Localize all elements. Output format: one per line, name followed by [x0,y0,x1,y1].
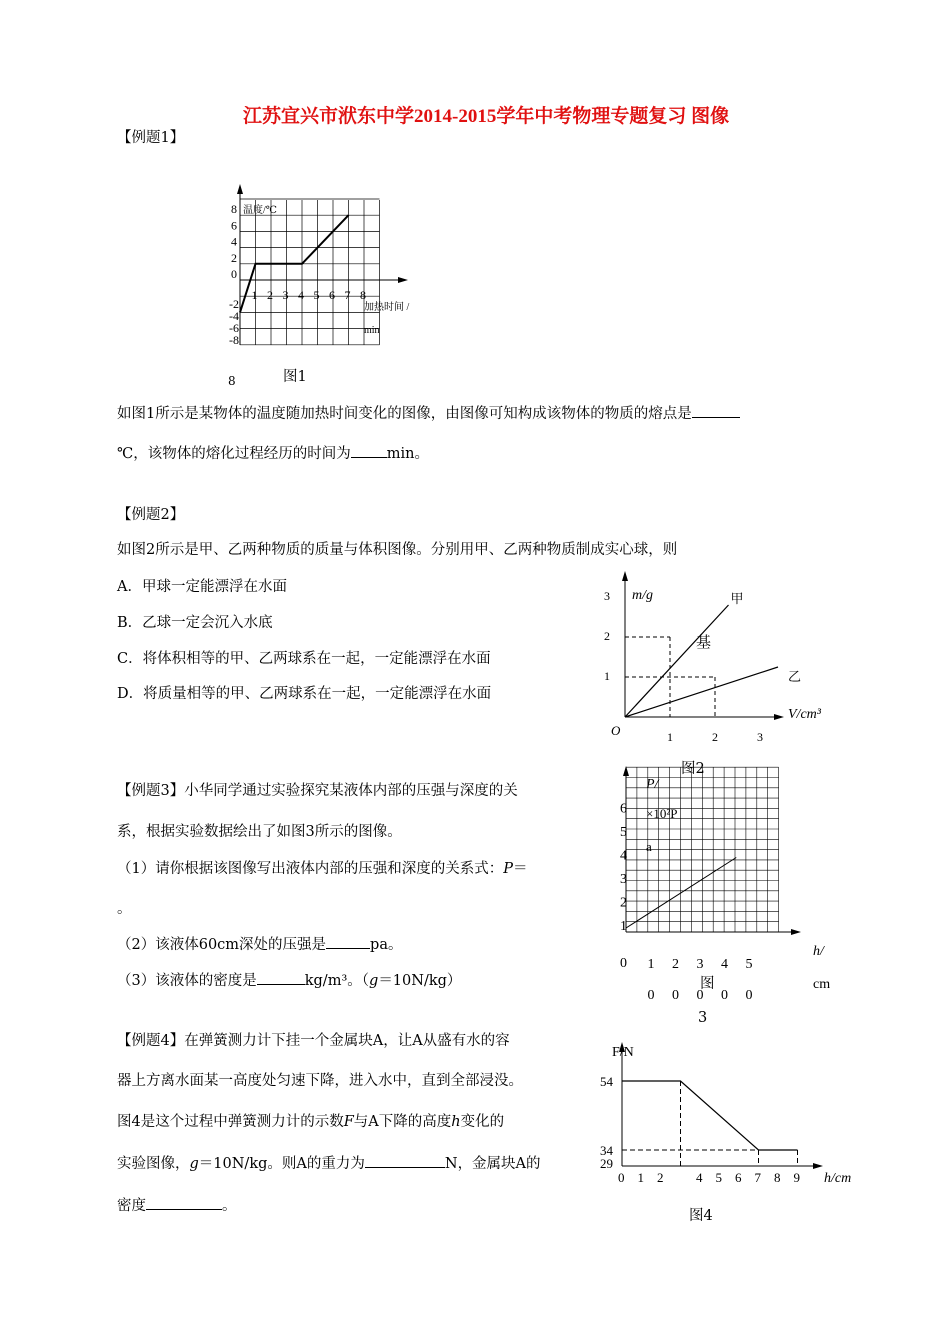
fig4-y-tick: 34 [600,1143,613,1158]
ex1-blank-melting-time[interactable] [351,457,387,458]
fig1-y-tick: 4 [231,234,237,249]
ex4-l3b: 与A下降的高度 [353,1114,452,1130]
ex2-option-b: B．乙球一定会沉入水底 [117,615,273,631]
fig4-x-tick: 2 [657,1170,664,1185]
fig1-y-tick-neg: -2 [229,297,239,311]
fig4-caption: 图4 [689,1208,713,1224]
fig3-origin: 0 [620,956,627,971]
fig4-x-tick: 5 [715,1170,722,1185]
fig4-ticks [600,1074,800,1185]
ex3-heading: 【例题3】 [117,783,185,799]
ex3-q2 [117,935,402,955]
fig2-lines [625,591,801,717]
ex3-intro-b: 系，根据实验数据绘出了如图3所示的图像。 [117,824,402,840]
fig3-caption-a: 图 [700,976,715,992]
ex4-l3a: 图4是这个过程中弹簧测力计的示数 [117,1114,344,1130]
ex4-line1 [117,1031,510,1051]
fig3-x-tick: 1 [647,957,655,972]
fig1-x-tick: 3 [282,288,289,302]
fig1-ticks [229,202,366,347]
fig2-y-tick: 2 [604,629,610,643]
fig3-x-arrow [791,929,801,935]
ex1-line2 [117,444,429,464]
ex2-heading: 【例题2】 [117,507,185,523]
fig1-x-tick: 2 [267,288,273,302]
fig4-x-tick: 8 [774,1170,781,1185]
ex3-blank-density[interactable] [257,984,305,985]
fig2-ticks [604,589,763,744]
fig2-y-arrow [622,571,628,581]
ex4-l2: 器上方离水面某一高度处匀速下降，进入水中，直到全部浸没。 [117,1073,523,1089]
fig1-y-tick-neg: -4 [229,309,239,323]
fig3-y-tick: 5 [620,825,627,840]
fig1-y-tick-neg: -8 [229,333,239,347]
fig3-caption-b: 3 [698,1010,708,1026]
fig2-y-label: m/g [632,588,653,603]
ex3-intro-a: 小华同学通过实验探究某液体内部的压强与深度的关 [184,783,518,799]
fig4-x-tick: 4 [696,1170,703,1185]
ex2-option-c: C．将体积相等的甲、乙两球系在一起，一定能漂浮在水面 [117,651,491,667]
fig1-x-tick: 1 [251,288,258,302]
fig1-caption: 图1 [283,369,307,385]
fig2-x-tick: 1 [667,730,673,744]
fig4-x-tick: 7 [754,1170,761,1185]
fig3-x-tick-b: 0 [647,988,655,1003]
ex3-q1-end: 。 [117,901,132,917]
fig3-x-tick: 4 [721,957,728,972]
ex3-q1-eq: ＝ [513,861,528,877]
fig3-pressure-line [626,858,736,929]
fig1-y-tick: 6 [231,218,237,233]
fig1-y-arrow [237,184,243,194]
fig3-x-tick-b: 0 [745,988,753,1003]
fig2-series-label: 乙 [788,669,802,684]
fig1-neg-8: 8 [228,374,236,388]
ex1-line2-text: ℃，该物体的熔化过程经历的时间为 [117,446,351,462]
ex3-q1 [117,859,528,879]
fig1-grid [240,199,380,345]
ex2-question: 如图2所示是甲、乙两种物质的质量与体积图像。分别用甲、乙两种物质制成实心球，则 [117,542,678,558]
fig3-x-label-b: cm [813,977,831,992]
ex3-q3-g-value: ＝10N/kg） [378,973,462,989]
fig3-y-label-a: P/ [646,777,659,792]
ex4-l5-end: 。 [222,1198,237,1214]
fig1-y-tick: 0 [231,267,237,281]
ex4-l4b: ＝10N/kg。则A的重力为 [198,1156,365,1172]
fig1-x-tick: 6 [329,288,335,302]
fig3-y-tick: 4 [620,848,627,864]
fig3-x-label-a: h/ [813,944,824,959]
fig2-y-tick: 3 [604,589,610,603]
ex4-l4a: 实验图像， [117,1156,190,1172]
ex4-l4c: N，金属块A的 [444,1156,541,1172]
fig3-y-label-b: ×10²P [646,806,678,821]
ex1-line1-text: 如图1所示是某物体的温度随加热时间变化的图像，由图像可知构成该物体的物质的熔点是 [117,406,692,422]
fig2-y-tick: 1 [604,669,610,683]
fig3-y-tick: 1 [620,919,627,934]
fig4-x-arrow [813,1163,823,1169]
ex4-l5: 密度 [117,1198,146,1214]
fig1-y-tick-neg: -6 [229,321,239,335]
fig1-x-tick: 8 [360,288,366,302]
ex1-line1 [117,404,740,424]
fig3-y-tick: 2 [620,895,627,911]
ex3-q3-g: g [369,973,379,989]
ex1-blank-melting-point[interactable] [692,417,740,418]
fig2-x-tick: 2 [712,730,718,744]
fig3-x-tick-b: 0 [721,988,728,1003]
fig3-x-tick: 5 [745,957,753,972]
fig4-y-tick: 29 [600,1156,613,1171]
ex4-l3c: 变化的 [460,1114,505,1130]
figure-4-chart [598,1036,868,1196]
fig3-ticks [620,802,753,1004]
ex3-line1 [117,781,518,801]
fig1-x-tick: 4 [298,288,304,302]
fig1-x-label-b: min [364,325,380,336]
fig4-y-tick: 54 [600,1074,613,1089]
ex4-l3-F: F [343,1114,354,1130]
fig2-x-label: V/cm³ [788,707,821,722]
fig4-x-label: h/cm [824,1171,852,1186]
fig2-stray-text: 基 [696,635,712,651]
ex3-q3-unit: kg/m³。（ [304,973,370,989]
ex3-blank-pressure[interactable] [326,948,370,949]
fig1-y-tick: 8 [231,202,237,217]
fig2-series-label: 甲 [730,591,744,606]
fig1-x-label-a: 加热时间 / [364,302,410,313]
ex4-line5 [117,1196,237,1216]
ex2-option-a: A．甲球一定能漂浮在水面 [117,579,287,595]
ex4-blank-density[interactable] [146,1209,222,1210]
fig1-x-tick: 7 [344,288,351,302]
ex4-heading: 【例题4】 [117,1033,185,1049]
fig4-lines [622,1081,798,1166]
ex3-q1-var: P [503,861,513,877]
ex2-option-d: D．将质量相等的甲、乙两球系在一起，一定能漂浮在水面 [117,686,492,702]
ex3-q2-text: （2）该液体60cm深处的压强是 [117,937,327,953]
fig1-x-tick: 5 [313,288,320,302]
page-title: 江苏宜兴市洑东中学2014-2015学年中考物理专题复习 图像 [243,106,730,127]
figure-3-chart [598,760,848,1022]
fig3-y-arrow [623,766,629,776]
fig1-y-label: 温度/℃ [243,205,277,216]
fig3-y-tick: 3 [620,872,627,887]
fig4-x-tick: 9 [793,1170,800,1185]
figure-2-chart [598,565,843,755]
ex4-blank-weight[interactable] [365,1167,445,1168]
fig2-x-tick: 3 [757,730,763,744]
fig3-y-label-c: a [646,839,652,854]
fig2-caption: 图2 [681,761,705,777]
fig4-x-tick: 0 [618,1170,625,1185]
fig4-force-line [622,1081,798,1150]
fig3-x-tick: 2 [672,957,679,972]
fig3-x-tick: 3 [696,957,704,972]
figure-1-chart [222,180,422,392]
fig1-y-tick: 2 [231,250,237,265]
ex3-q1-text: （1）请你根据该图像写出液体内部的压强和深度的关系式： [117,861,504,877]
ex1-line2-unit: min。 [386,446,429,462]
fig1-x-arrow [398,277,408,283]
fig2-origin: O [611,723,621,738]
fig4-x-tick: 6 [735,1170,742,1185]
fig2-x-arrow [774,714,784,720]
ex1-heading: 【例题1】 [117,130,185,146]
fig4-x-tick: 1 [637,1170,644,1185]
ex4-l3-h: h [451,1114,461,1130]
ex3-q3-text: （3）该液体的密度是 [117,973,257,989]
ex3-q2-unit: pa。 [370,937,403,953]
ex4-l4-g: g [189,1156,199,1172]
ex4-line3 [117,1112,504,1132]
fig3-y-tick: 6 [620,801,627,817]
ex4-l1: 在弹簧测力计下挂一个金属块A，让A从盛有水的容 [184,1033,510,1049]
ex4-line4 [117,1154,541,1174]
fig3-x-tick-b: 0 [672,988,679,1003]
fig4-y-label: F/N [612,1045,634,1060]
fig3-x-tick-b: 0 [696,988,704,1003]
ex3-q3 [117,971,461,991]
